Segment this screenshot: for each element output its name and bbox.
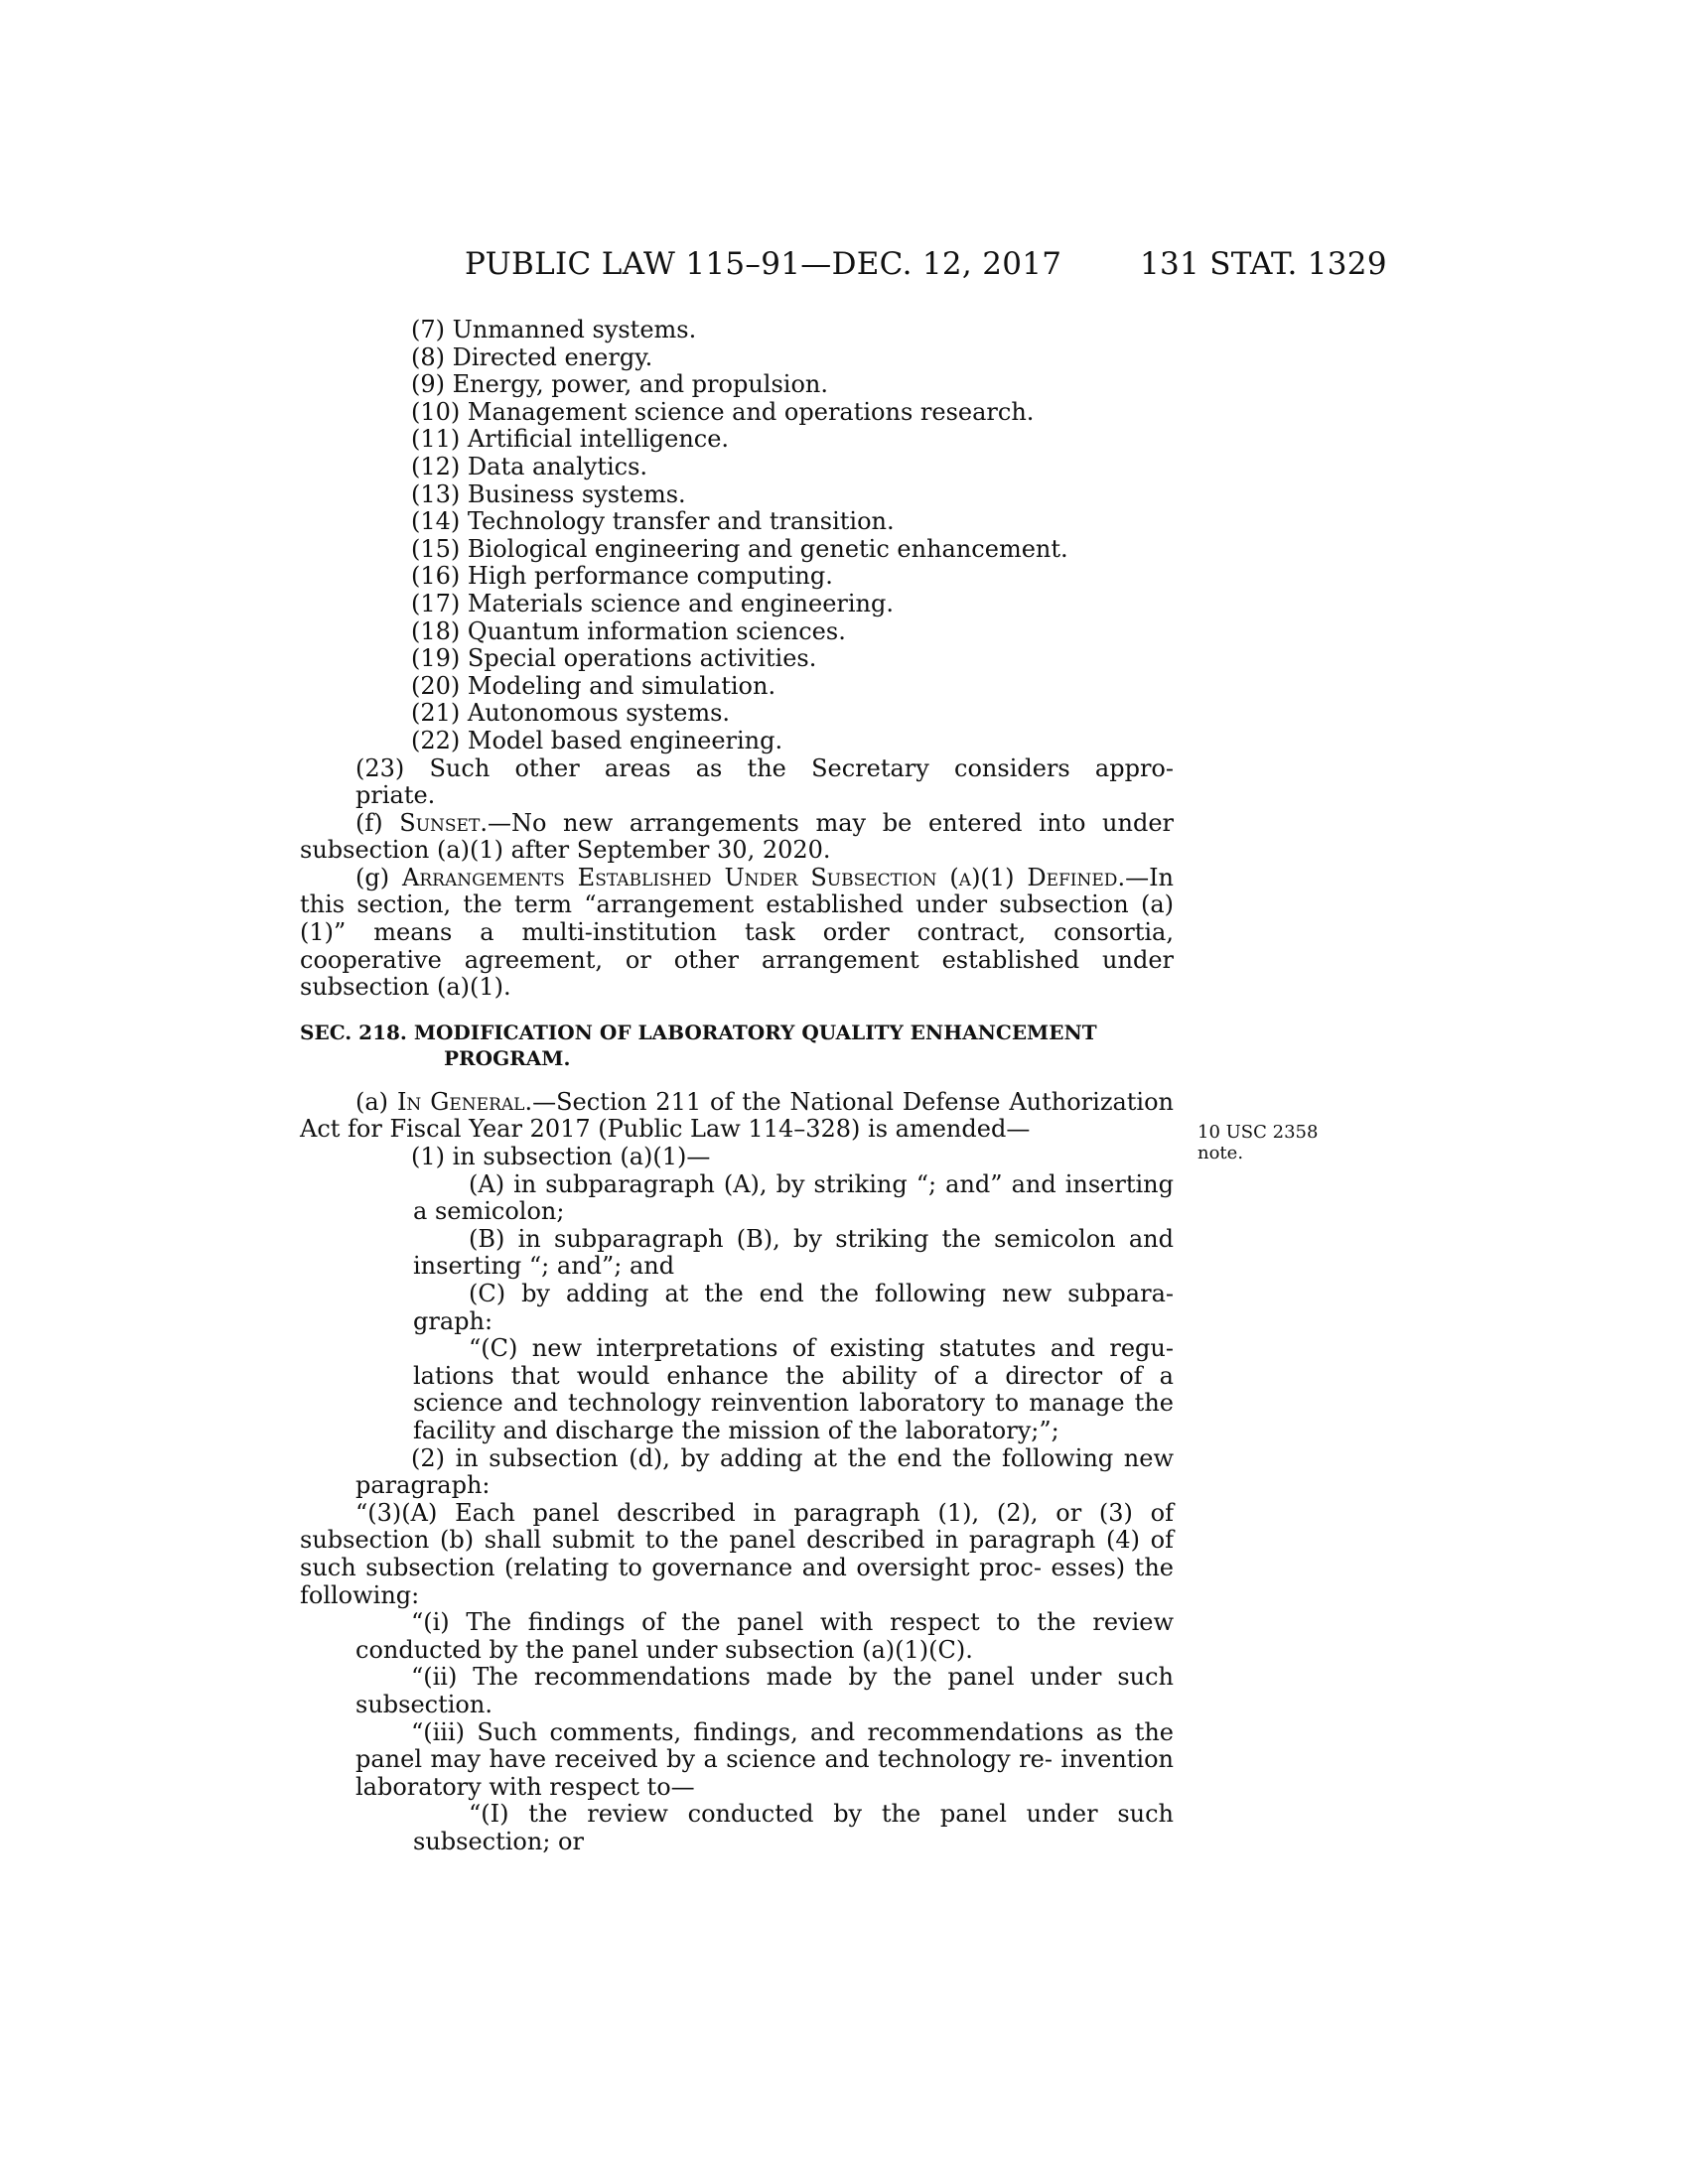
margin-note-line1: 10 USC 2358 (1197, 1122, 1319, 1143)
list-item-23 (300, 755, 1174, 783)
subsection-g-definition (300, 865, 1174, 1002)
list-item: (22) Model based engineering. (411, 726, 783, 754)
list-item: (21) Autonomous systems. (411, 699, 731, 728)
list-item-23-line1: (23) Such other areas as the Secretary considers appro- (355, 753, 1174, 782)
subsection-a-heading: In General (396, 1087, 525, 1116)
amend-paragraph-2: (2) in subsection (d), by adding at the end the following new paragraph: (355, 1443, 1174, 1500)
list-item: (20) Modeling and simulation. (411, 671, 776, 700)
list-item: (8) Directed energy. (411, 342, 653, 371)
list-item-23-cont (300, 782, 1174, 810)
list-item: (19) Special operations activities. (411, 644, 817, 673)
running-header-title: PUBLIC LAW 115–91—DEC. 12, 2017 (465, 246, 1062, 282)
quoted-clause-i: “(i) The findings of the panel with respect to the review conducted by the panel under subsection (a)(1)(C). (355, 1608, 1174, 1664)
section-heading (300, 1020, 1174, 1071)
amend-subparagraph-B: (B) in subparagraph (B), by striking the semicolon and inserting “; and”; and (413, 1224, 1174, 1281)
subsection-g-heading: Arrangements Established Under Subsection (a)(1) Defined (402, 863, 1118, 891)
subsection-a-label: (a) (355, 1087, 397, 1116)
subsection-f-label: (f) (355, 808, 400, 837)
list-item: (13) Business systems. (411, 479, 686, 508)
list-item: (12) Data analytics. (411, 452, 648, 480)
subsection-a-text: .—Section 211 of the National Defense Authorization Act for Fiscal Year 2017 (Public Law 114–328) is amended— (300, 1087, 1174, 1144)
subsection-f-text: .—No new arrangements may be entered into under subsection (a)(1) after September 30, 2020. (300, 808, 1174, 865)
list-item: (16) High performance computing. (411, 562, 833, 591)
quoted-paragraph-3A: “(3)(A) Each panel described in paragraph (1), (2), or (3) of subsection (b) shall submit to the panel described in paragraph (4) of such subsection (relating to governance and oversight proc- esses) the following: (300, 1498, 1174, 1609)
list-item: (10) Management science and operations research. (411, 397, 1035, 426)
list-item: (7) Unmanned systems. (411, 316, 697, 343)
subsection-f-heading: Sunset (399, 808, 481, 837)
subsection-g-text: .—In this section, the term “arrangement established under subsection (a)(1)” means a multi-institution task order contract, consortia, cooperative agreement, or other arrangement established under subsection (a)(1). (300, 863, 1175, 1002)
quoted-subclause-I: “(I) the review conducted by the panel under such subsection; or (413, 1800, 1174, 1855)
list-item-23-line2: priate. (355, 781, 436, 810)
list-item: (15) Biological engineering and genetic enhancement. (411, 534, 1068, 563)
subsection-a-in-general (300, 1089, 1174, 1144)
amend-subparagraph-A: (A) in subparagraph (A), by striking “; and” and inserting a semicolon; (413, 1169, 1174, 1226)
area-list (300, 317, 1174, 755)
section-heading-line1: SEC. 218. MODIFICATION OF LABORATORY QUALITY ENHANCEMENT (300, 1020, 1097, 1044)
amend-subparagraph-C: (C) by adding at the end the following new subpara- graph: (413, 1280, 1174, 1335)
margin-citation-note (1197, 1122, 1318, 1163)
subsection-f-sunset (300, 810, 1174, 865)
section-heading-line2: PROGRAM. (444, 1045, 571, 1070)
quoted-clause-iii: “(iii) Such comments, findings, and recommendations as the panel may have received by a science and technology re- invention laboratory with respect to— (355, 1717, 1174, 1801)
list-item: (9) Energy, power, and propulsion. (411, 370, 828, 399)
list-item: (18) Quantum information sciences. (411, 616, 846, 645)
statute-page-number: 131 STAT. 1329 (1140, 246, 1387, 282)
list-item: (14) Technology transfer and transition. (411, 507, 895, 536)
subsection-g-label: (g) (355, 863, 403, 891)
margin-note-line2: note. (1197, 1143, 1244, 1163)
list-item: (11) Artificial intelligence. (411, 425, 730, 454)
document-body (300, 317, 1174, 1855)
amend-paragraph-1: (1) in subsection (a)(1)— (411, 1143, 711, 1171)
quoted-subparagraph-C: “(C) new interpretations of existing statutes and regu- lations that would enhance the ability of a director of a science and technology reinvention laboratory to manage the facility and discharge the mission of the laboratory;”; (413, 1334, 1174, 1444)
list-item: (17) Materials science and engineering. (411, 589, 894, 617)
quoted-clause-ii: “(ii) The recommendations made by the panel under such subsection. (355, 1663, 1174, 1718)
